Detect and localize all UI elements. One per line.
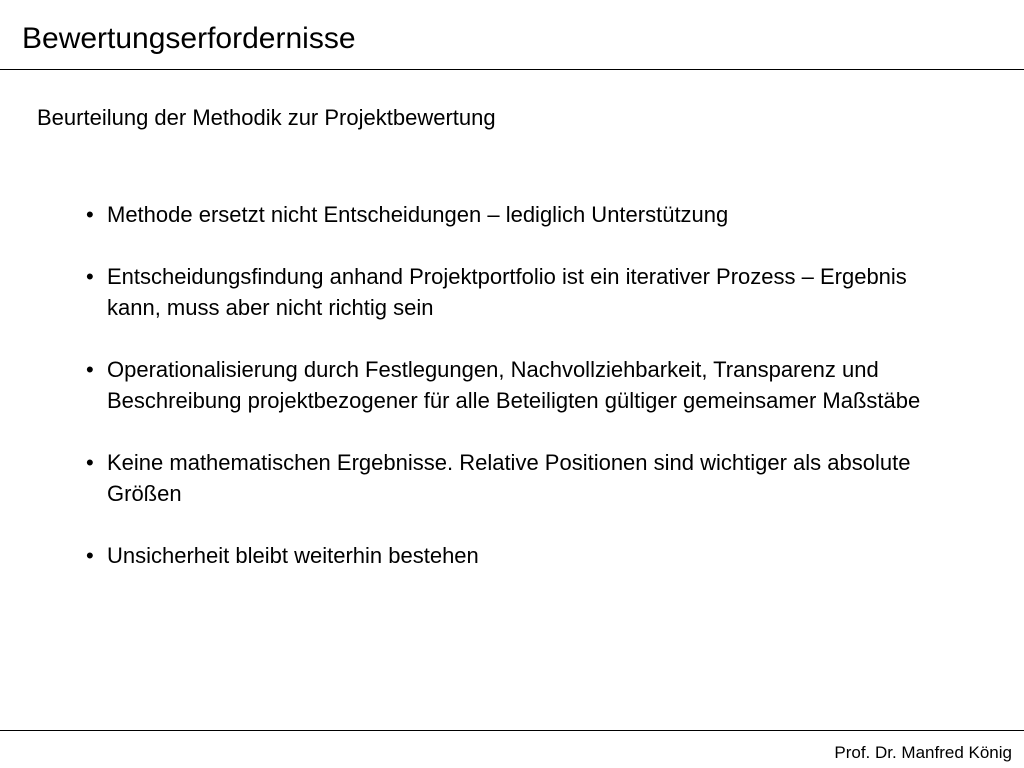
slide-subtitle: Beurteilung der Methodik zur Projektbewertung xyxy=(37,105,496,130)
footer-author: Prof. Dr. Manfred König xyxy=(834,743,1012,762)
bullet-item xyxy=(86,540,966,571)
bullet-item xyxy=(86,261,966,323)
bullet-text: Methode ersetzt nicht Entscheidungen – lediglich Unterstützung xyxy=(107,202,729,227)
bullet-item xyxy=(86,354,966,416)
footer-divider xyxy=(0,730,1024,731)
bullet-icon: • xyxy=(86,264,94,289)
bullet-item xyxy=(86,199,966,230)
bullet-icon: • xyxy=(86,450,94,475)
bullet-text: Operationalisierung durch Festlegungen, Nachvollziehbarkeit, Transparenz und Beschreibung projektbezogener für alle Beteiligten gültiger gemeinsamer Maßstäbe xyxy=(107,357,921,413)
bullet-text: Unsicherheit bleibt weiterhin bestehen xyxy=(107,543,479,568)
bullet-icon: • xyxy=(86,202,94,227)
bullet-text: Entscheidungsfindung anhand Projektportfolio ist ein iterativer Prozess – Ergebnis kann, muss aber nicht richtig sein xyxy=(107,264,907,320)
bullet-item xyxy=(86,447,966,509)
bullet-icon: • xyxy=(86,357,94,382)
slide-title: Bewertungserfordernisse xyxy=(22,22,356,55)
title-divider xyxy=(0,69,1024,70)
bullet-icon: • xyxy=(86,543,94,568)
bullet-list xyxy=(86,199,966,602)
bullet-text: Keine mathematischen Ergebnisse. Relative Positionen sind wichtiger als absolute Größen xyxy=(107,450,911,506)
